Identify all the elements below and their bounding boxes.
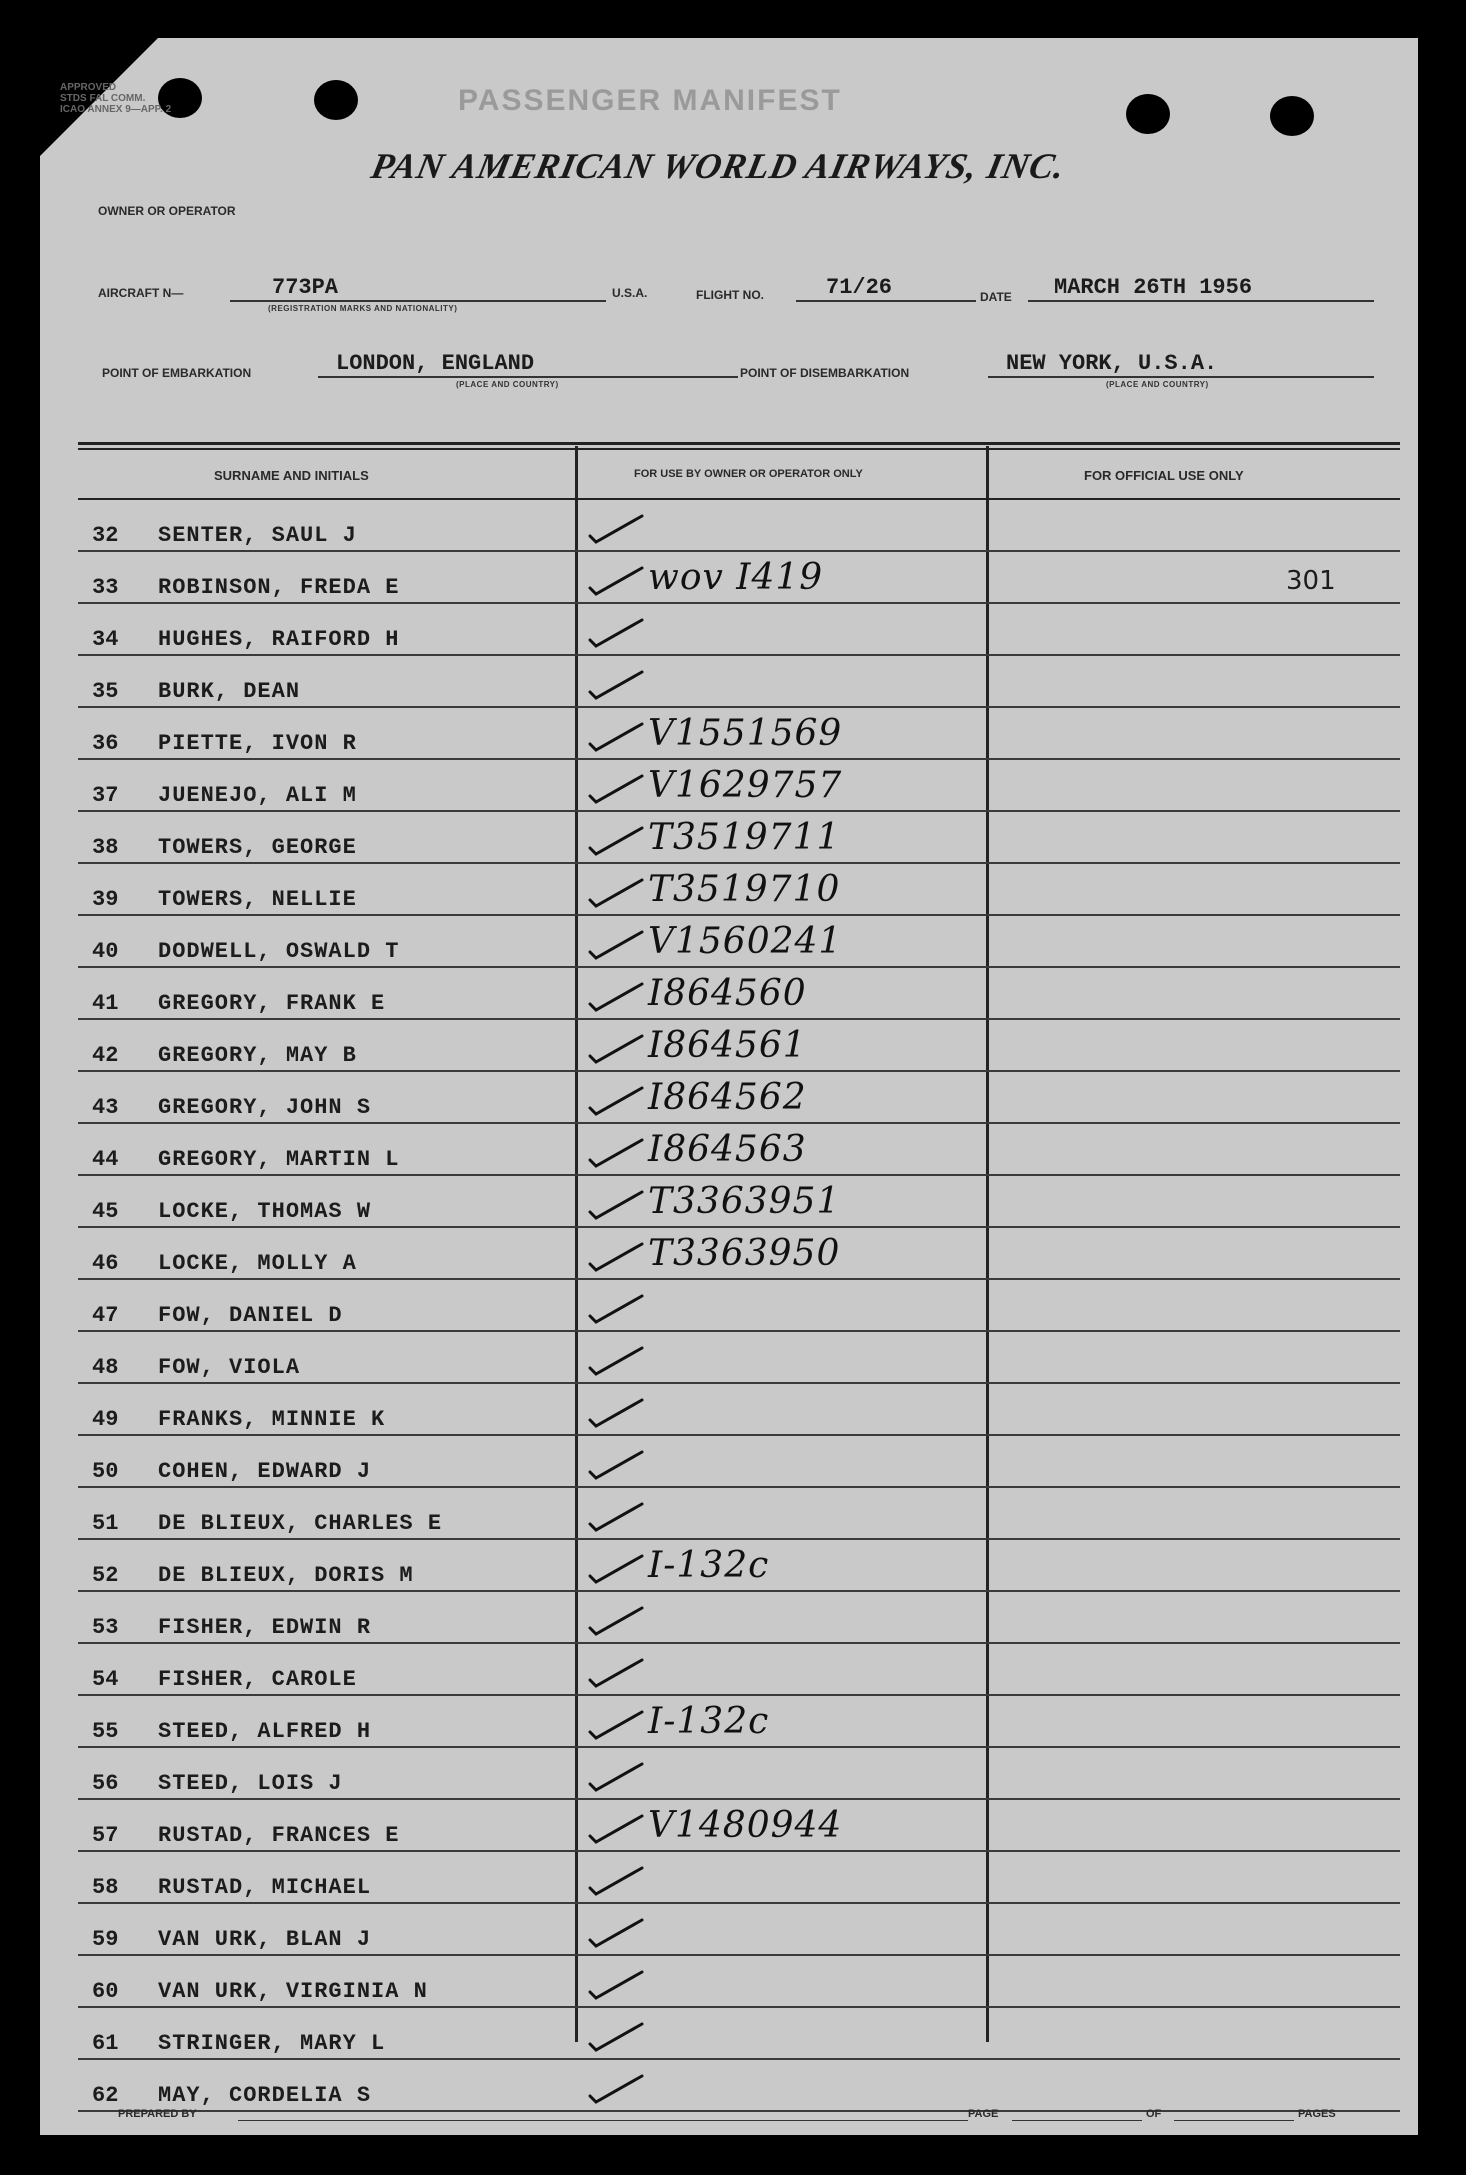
- check-mark-icon: [586, 616, 646, 648]
- check-mark-icon: [586, 668, 646, 700]
- row-number: 52: [92, 1563, 119, 1588]
- passenger-name: DE BLIEUX, DORIS M: [158, 1563, 414, 1588]
- row-number: 32: [92, 523, 119, 548]
- passenger-name: GREGORY, MARTIN L: [158, 1147, 400, 1172]
- aircraft-label: AIRCRAFT N—: [98, 286, 184, 300]
- row-number: 36: [92, 731, 119, 756]
- row-number: 62: [92, 2083, 119, 2108]
- check-mark-icon: [586, 1084, 646, 1116]
- aircraft-caption: (REGISTRATION MARKS AND NATIONALITY): [268, 304, 458, 313]
- table-row: [78, 1228, 1400, 1280]
- column-header-surname: SURNAME AND INITIALS: [214, 468, 369, 483]
- row-number: 46: [92, 1251, 119, 1276]
- passenger-name: FRANKS, MINNIE K: [158, 1407, 386, 1432]
- embarkation-caption: (PLACE AND COUNTRY): [456, 380, 559, 389]
- table-row: [78, 760, 1400, 812]
- table-row: [78, 2008, 1400, 2060]
- of-label: OF: [1146, 2108, 1162, 2120]
- row-number: 56: [92, 1771, 119, 1796]
- handwritten-note: I864560: [648, 973, 807, 1014]
- prepared-by-label: PREPARED BY: [118, 2108, 197, 2120]
- aircraft-underline: [230, 300, 606, 302]
- row-number: 49: [92, 1407, 119, 1432]
- page-line: [1012, 2120, 1142, 2121]
- flight-value: 71/26: [826, 275, 893, 300]
- check-mark-icon: [586, 1760, 646, 1792]
- page-title: PASSENGER MANIFEST: [458, 84, 842, 117]
- row-number: 53: [92, 1615, 119, 1640]
- prepared-by-line: [238, 2120, 968, 2121]
- row-number: 33: [92, 575, 119, 600]
- table-row: [78, 1644, 1400, 1696]
- check-mark-icon: [586, 876, 646, 908]
- passenger-name: VAN URK, VIRGINIA N: [158, 1979, 428, 2004]
- row-number: 38: [92, 835, 119, 860]
- passenger-name: TOWERS, NELLIE: [158, 887, 357, 912]
- handwritten-note: I864561: [648, 1025, 807, 1066]
- passenger-name: VAN URK, BLAN J: [158, 1927, 372, 1952]
- table-row: [78, 812, 1400, 864]
- check-mark-icon: [586, 1344, 646, 1376]
- table-row: [78, 916, 1400, 968]
- table-row: [78, 1800, 1400, 1852]
- aircraft-value: 773PA: [272, 275, 339, 300]
- check-mark-icon: [586, 824, 646, 856]
- punch-hole-icon: [1270, 96, 1314, 136]
- check-mark-icon: [586, 1552, 646, 1584]
- table-row: [78, 1488, 1400, 1540]
- official-mark: 301: [1286, 566, 1336, 596]
- table-row: [78, 1072, 1400, 1124]
- disembarkation-value: NEW YORK, U.S.A.: [1006, 351, 1218, 376]
- table-row: [78, 968, 1400, 1020]
- table-row: [78, 500, 1400, 552]
- passenger-name: GREGORY, JOHN S: [158, 1095, 372, 1120]
- table-row: [78, 552, 1400, 604]
- row-number: 57: [92, 1823, 119, 1848]
- check-mark-icon: [586, 1656, 646, 1688]
- table-row: [78, 1956, 1400, 2008]
- row-number: 59: [92, 1927, 119, 1952]
- passenger-name: ROBINSON, FREDA E: [158, 575, 400, 600]
- flight-label: FLIGHT NO.: [696, 288, 764, 302]
- check-mark-icon: [586, 2072, 646, 2104]
- disembarkation-underline: [988, 376, 1374, 378]
- handwritten-note: V1629757: [648, 765, 843, 806]
- row-number: 50: [92, 1459, 119, 1484]
- table-row: [78, 1280, 1400, 1332]
- passenger-name: GREGORY, FRANK E: [158, 991, 386, 1016]
- row-number: 44: [92, 1147, 119, 1172]
- table-row: [78, 1384, 1400, 1436]
- passenger-name: RUSTAD, FRANCES E: [158, 1823, 400, 1848]
- column-header-official: FOR OFFICIAL USE ONLY: [1084, 468, 1244, 483]
- disembarkation-caption: (PLACE AND COUNTRY): [1106, 380, 1209, 389]
- handwritten-note: V1551569: [648, 713, 843, 754]
- check-mark-icon: [586, 1188, 646, 1220]
- table-row: [78, 1852, 1400, 1904]
- passenger-name: PIETTE, IVON R: [158, 731, 357, 756]
- row-number: 39: [92, 887, 119, 912]
- row-number: 55: [92, 1719, 119, 1744]
- page-label: PAGE: [968, 2108, 999, 2120]
- passenger-name: COHEN, EDWARD J: [158, 1459, 372, 1484]
- row-number: 43: [92, 1095, 119, 1120]
- handwritten-note: T3519711: [648, 817, 841, 858]
- row-number: 34: [92, 627, 119, 652]
- embarkation-underline: [318, 376, 738, 378]
- handwritten-note: wov I419: [648, 557, 824, 598]
- punch-hole-icon: [314, 80, 358, 120]
- passenger-name: FISHER, CAROLE: [158, 1667, 357, 1692]
- check-mark-icon: [586, 1448, 646, 1480]
- table-row: [78, 708, 1400, 760]
- row-number: 40: [92, 939, 119, 964]
- row-number: 45: [92, 1199, 119, 1224]
- row-number: 61: [92, 2031, 119, 2056]
- disembarkation-label: POINT OF DISEMBARKATION: [740, 366, 910, 380]
- date-underline: [1028, 300, 1374, 302]
- passenger-name: DE BLIEUX, CHARLES E: [158, 1511, 443, 1536]
- table-top-rule: [78, 442, 1400, 445]
- row-number: 41: [92, 991, 119, 1016]
- date-label: DATE: [980, 290, 1012, 304]
- passenger-name: DODWELL, OSWALD T: [158, 939, 400, 964]
- table-row: [78, 1124, 1400, 1176]
- check-mark-icon: [586, 1396, 646, 1428]
- table-row: [78, 1436, 1400, 1488]
- passenger-table: [78, 500, 1400, 2112]
- table-row: [78, 1592, 1400, 1644]
- check-mark-icon: [586, 1916, 646, 1948]
- handwritten-note: T3363950: [648, 1233, 841, 1274]
- check-mark-icon: [586, 1968, 646, 2000]
- handwritten-note: I864562: [648, 1077, 807, 1118]
- passenger-name: HUGHES, RAIFORD H: [158, 627, 400, 652]
- pages-label: PAGES: [1298, 2108, 1336, 2120]
- approval-stamp: APPROVED STDS FAL COMM. ICAO ANNEX 9—APP. 2: [60, 82, 172, 115]
- passenger-name: LOCKE, MOLLY A: [158, 1251, 357, 1276]
- date-value: MARCH 26TH 1956: [1054, 275, 1253, 300]
- row-number: 60: [92, 1979, 119, 2004]
- handwritten-note: V1480944: [648, 1805, 843, 1846]
- passenger-name: SENTER, SAUL J: [158, 523, 357, 548]
- check-mark-icon: [586, 1292, 646, 1324]
- table-row: [78, 1332, 1400, 1384]
- handwritten-note: T3363951: [648, 1181, 841, 1222]
- handwritten-note: V1560241: [648, 921, 843, 962]
- passenger-name: STEED, LOIS J: [158, 1771, 343, 1796]
- check-mark-icon: [586, 564, 646, 596]
- table-row: [78, 604, 1400, 656]
- table-row: [78, 1696, 1400, 1748]
- check-mark-icon: [586, 1500, 646, 1532]
- check-mark-icon: [586, 1864, 646, 1896]
- check-mark-icon: [586, 1604, 646, 1636]
- row-number: 51: [92, 1511, 119, 1536]
- handwritten-note: T3519710: [648, 869, 841, 910]
- check-mark-icon: [586, 772, 646, 804]
- embarkation-value: LONDON, ENGLAND: [336, 351, 535, 376]
- table-top-rule-inner: [78, 448, 1400, 450]
- passenger-name: RUSTAD, MICHAEL: [158, 1875, 372, 1900]
- table-row: [78, 2060, 1400, 2112]
- row-number: 42: [92, 1043, 119, 1068]
- punch-hole-icon: [1126, 94, 1170, 134]
- table-row: [78, 1020, 1400, 1072]
- owner-value: PAN AMERICAN WORLD AIRWAYS, INC.: [367, 146, 1070, 186]
- check-mark-icon: [586, 1136, 646, 1168]
- passenger-name: FOW, DANIEL D: [158, 1303, 343, 1328]
- table-row: [78, 656, 1400, 708]
- row-number: 48: [92, 1355, 119, 1380]
- check-mark-icon: [586, 720, 646, 752]
- table-row: [78, 1176, 1400, 1228]
- passenger-name: TOWERS, GEORGE: [158, 835, 357, 860]
- check-mark-icon: [586, 1032, 646, 1064]
- table-row: [78, 864, 1400, 916]
- passenger-name: LOCKE, THOMAS W: [158, 1199, 372, 1224]
- handwritten-note: I864563: [648, 1129, 807, 1170]
- handwritten-note: I-132c: [648, 1545, 770, 1586]
- passenger-name: JUENEJO, ALI M: [158, 783, 357, 808]
- check-mark-icon: [586, 2020, 646, 2052]
- embarkation-label: POINT OF EMBARKATION: [102, 366, 252, 380]
- passenger-name: FISHER, EDWIN R: [158, 1615, 372, 1640]
- row-number: 58: [92, 1875, 119, 1900]
- owner-label: OWNER OR OPERATOR: [98, 204, 236, 218]
- column-header-owner: FOR USE BY OWNER OR OPERATOR ONLY: [634, 468, 863, 480]
- passenger-name: STRINGER, MARY L: [158, 2031, 386, 2056]
- table-row: [78, 1540, 1400, 1592]
- check-mark-icon: [586, 928, 646, 960]
- passenger-name: FOW, VIOLA: [158, 1355, 301, 1380]
- flight-underline: [796, 300, 976, 302]
- passenger-name: STEED, ALFRED H: [158, 1719, 372, 1744]
- handwritten-note: I-132c: [648, 1701, 770, 1742]
- of-line: [1174, 2120, 1294, 2121]
- table-row: [78, 1748, 1400, 1800]
- row-number: 54: [92, 1667, 119, 1692]
- passenger-name: GREGORY, MAY B: [158, 1043, 357, 1068]
- check-mark-icon: [586, 1708, 646, 1740]
- row-number: 35: [92, 679, 119, 704]
- country-label: U.S.A.: [612, 286, 648, 300]
- passenger-name: BURK, DEAN: [158, 679, 301, 704]
- passenger-name: MAY, CORDELIA S: [158, 2083, 372, 2108]
- check-mark-icon: [586, 1812, 646, 1844]
- row-number: 37: [92, 783, 119, 808]
- table-row: [78, 1904, 1400, 1956]
- check-mark-icon: [586, 1240, 646, 1272]
- row-number: 47: [92, 1303, 119, 1328]
- check-mark-icon: [586, 980, 646, 1012]
- check-mark-icon: [586, 512, 646, 544]
